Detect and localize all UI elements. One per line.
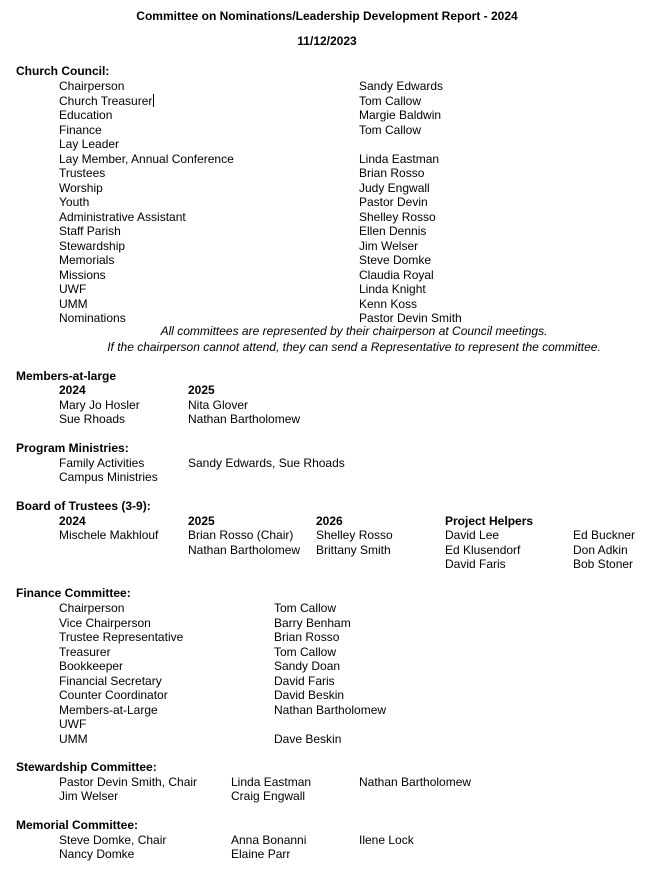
member-name: Dave Beskin — [274, 731, 342, 746]
memorial-member: Nancy Domke — [59, 847, 135, 861]
member-name: Tom Callow — [359, 93, 422, 108]
role-label: Lay Leader — [59, 137, 120, 151]
helper-name: Don Adkin — [573, 543, 628, 557]
memorial-member: Ilene Lock — [359, 833, 414, 847]
role-label: Education — [59, 108, 113, 122]
role-label: UMM — [59, 296, 88, 311]
trustees-2024-header: 2024 — [59, 514, 86, 528]
member-name: Barry Benham — [274, 615, 351, 630]
role-label: Chairperson — [59, 79, 125, 93]
member-name: Sandy Edwards — [359, 79, 444, 93]
role-label: Chairperson — [59, 601, 125, 615]
role-label: Members-at-Large — [59, 702, 158, 717]
role-label: Youth — [59, 195, 90, 209]
member-name: David Faris — [274, 673, 335, 688]
report-date: 11/12/2023 — [297, 34, 357, 48]
member-name: Kenn Koss — [359, 296, 418, 311]
stewardship-heading: Stewardship Committee: — [16, 760, 157, 774]
role-label: Church Treasurer — [59, 93, 153, 108]
trustee-name: Mischele Makhlouf — [59, 528, 159, 542]
memorial-member: Anna Bonanni — [231, 833, 307, 847]
memorial-member: Elaine Parr — [231, 847, 291, 861]
role-label: Vice Chairperson — [59, 615, 151, 630]
role-label: Missions — [59, 267, 106, 282]
trustees-2026-header: 2026 — [316, 514, 343, 528]
role-label: Treasurer — [59, 644, 111, 659]
role-label: Financial Secretary — [59, 673, 162, 688]
finance-heading: Finance Committee: — [16, 586, 131, 600]
helper-name: David Faris — [445, 557, 506, 571]
trustee-name: Brittany Smith — [316, 543, 391, 557]
helper-name: Bob Stoner — [573, 557, 634, 571]
stewardship-member: Craig Engwall — [231, 789, 306, 803]
member-name: Tom Callow — [274, 644, 337, 659]
role-label: Bookkeeper — [59, 659, 124, 673]
member-name: Jim Welser — [359, 238, 419, 253]
member-name: Claudia Royal — [359, 267, 434, 282]
member-name: Sue Rhoads — [59, 412, 126, 426]
role-label: Stewardship — [59, 238, 126, 253]
member-name: Tom Callow — [359, 122, 422, 137]
members-2025-header: 2025 — [188, 383, 215, 397]
member-name: Linda Eastman — [359, 151, 440, 166]
role-label: Worship — [59, 180, 103, 195]
role-label: Lay Member, Annual Conference — [59, 151, 234, 166]
member-name: Judy Engwall — [359, 180, 430, 195]
stewardship-member: Jim Welser — [59, 789, 119, 803]
program-ministries-heading: Program Ministries: — [16, 441, 129, 455]
role-label: Nominations — [59, 311, 126, 325]
role-label: Trustee Representative — [59, 630, 184, 644]
role-label: Finance — [59, 122, 102, 137]
members-2024-header: 2024 — [59, 383, 86, 397]
role-label: Administrative Assistant — [59, 209, 186, 224]
role-label: Counter Coordinator — [59, 688, 168, 702]
trustees-heading: Board of Trustees (3-9): — [16, 499, 151, 513]
members-at-large-heading: Members-at-large — [16, 369, 117, 383]
role-label: UWF — [59, 282, 87, 296]
trustee-name: Nathan Bartholomew — [188, 543, 301, 557]
role-label: UWF — [59, 717, 87, 731]
program-name: Sandy Edwards, Sue Rhoads — [188, 456, 345, 470]
trustee-name: Shelley Rosso — [316, 528, 393, 542]
program-role: Family Activities — [59, 456, 145, 470]
church-council-heading: Church Council: — [16, 64, 110, 78]
member-name: Linda Knight — [359, 282, 426, 296]
trustees-2025-header: 2025 — [188, 514, 215, 528]
member-name: Nathan Bartholomew — [188, 412, 301, 426]
member-name: Sandy Doan — [274, 659, 341, 673]
stewardship-member: Nathan Bartholomew — [359, 775, 472, 789]
member-name: Brian Rosso — [274, 630, 340, 644]
member-name: Ellen Dennis — [359, 224, 427, 238]
member-name: Nita Glover — [188, 398, 249, 412]
helper-name: David Lee — [445, 528, 500, 542]
text-cursor — [153, 94, 154, 107]
council-note-1: All committees are represented by their chairperson at Council meetings. — [160, 324, 548, 338]
member-name: Mary Jo Hosler — [59, 398, 140, 412]
member-name: Pastor Devin — [359, 195, 428, 209]
helper-name: Ed Klusendorf — [445, 543, 521, 557]
member-name: Pastor Devin Smith — [359, 311, 462, 325]
member-name: Tom Callow — [274, 601, 337, 615]
role-label: UMM — [59, 731, 88, 746]
memorial-member: Steve Domke, Chair — [59, 833, 167, 847]
council-note-2: If the chairperson cannot attend, they can send a Representative to represent the committee. — [107, 340, 601, 354]
role-label: Trustees — [59, 166, 106, 180]
stewardship-member: Linda Eastman — [231, 775, 312, 789]
member-name: Nathan Bartholomew — [274, 702, 387, 717]
helper-name: Ed Buckner — [573, 528, 636, 542]
program-role: Campus Ministries — [59, 470, 158, 484]
project-helpers-header: Project Helpers — [445, 514, 534, 528]
memorial-heading: Memorial Committee: — [16, 818, 139, 832]
member-name: Margie Baldwin — [359, 108, 442, 122]
stewardship-member: Pastor Devin Smith, Chair — [59, 775, 198, 789]
member-name: Brian Rosso — [359, 166, 425, 180]
trustee-name: Brian Rosso (Chair) — [188, 528, 294, 542]
member-name: Steve Domke — [359, 253, 432, 267]
role-label: Memorials — [59, 253, 115, 267]
member-name: Shelley Rosso — [359, 209, 436, 224]
member-name: David Beskin — [274, 688, 345, 702]
report-title: Committee on Nominations/Leadership Development Report - 2024 — [136, 9, 518, 23]
role-label: Staff Parish — [59, 224, 121, 238]
